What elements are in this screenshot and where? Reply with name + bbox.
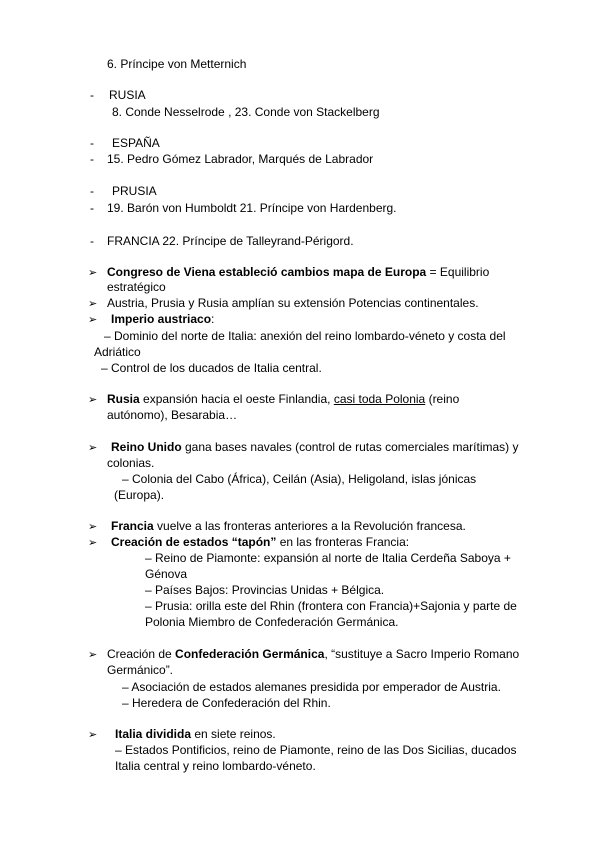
point-congreso-line2: estratégico (107, 280, 166, 294)
bullet-arrow-icon: ➢ (88, 728, 98, 741)
tapon-sub-2: – Países Bajos: Provincias Unidas + Bélgica. (145, 583, 385, 597)
imperio-sub-2: – Control de los ducados de Italia central. (101, 361, 322, 375)
espana-heading: ESPAÑA (112, 136, 160, 150)
point-reino-unido-line2: colonias. (107, 456, 155, 470)
point-rusia-after: (reino (425, 392, 460, 406)
point-reino-unido-bold: Reino Unido (111, 440, 182, 454)
austria-delegate: 6. Príncipe von Metternich (107, 57, 247, 71)
confederacion-sub-2: – Heredera de Confederación del Rhin. (122, 696, 331, 710)
bullet-arrow-icon: ➢ (88, 441, 98, 454)
espana-dash-2: - (90, 152, 94, 166)
italia-sub-1b: Italia central y reino lombardo-véneto. (115, 759, 316, 773)
bullet-arrow-icon: ➢ (88, 648, 98, 661)
tapon-sub-1b: Génova (145, 567, 188, 581)
prusia-heading: PRUSIA (112, 184, 157, 198)
tapon-sub-3: – Prusia: orilla este del Rhin (frontera con Francia)+Sajonia y parte de (145, 599, 517, 613)
point-rusia (107, 392, 459, 407)
rusia-dash: - (90, 88, 94, 102)
tapon-sub-3b: Polonia Miembro de Confederación Germánica. (145, 615, 399, 629)
prusia-dash-2: - (90, 201, 94, 215)
point-estados-tapon (111, 535, 409, 550)
bullet-arrow-icon: ➢ (88, 520, 98, 533)
point-confederacion-line2: Germánico”. (107, 663, 174, 677)
bullet-arrow-icon: ➢ (88, 536, 98, 549)
bullet-arrow-icon: ➢ (88, 266, 98, 279)
bullet-arrow-icon: ➢ (88, 393, 98, 406)
point-rusia-text: expansión hacia el oeste Finlandia, (139, 392, 334, 406)
point-rusia-bold: Rusia (107, 392, 140, 406)
reino-unido-sub-1b: (Europa). (114, 488, 165, 502)
point-rusia-line2: autónomo), Besarabia… (107, 408, 238, 422)
italia-sub-1: – Estados Pontificios, reino de Piamonte, reino de las Dos Sicilias, ducados (115, 743, 517, 757)
francia-delegate: FRANCIA 22. Príncipe de Talleyrand-Périgord. (107, 234, 354, 248)
point-reino-unido-text: gana bases navales (control de rutas comerciales marítimas) y (181, 440, 519, 454)
point-congreso-text: = Equilibrio (426, 265, 490, 279)
prusia-delegates: 19. Barón von Humboldt 21. Príncipe von Hardenberg. (107, 201, 397, 215)
prusia-dash: - (90, 184, 94, 198)
point-francia-bold: Francia (111, 519, 154, 533)
imperio-sub-1: – Dominio del norte de Italia: anexión del reino lombardo-véneto y costa del (104, 329, 506, 343)
bullet-arrow-icon: ➢ (88, 297, 98, 310)
point-estados-tapon-bold: Creación de estados “tapón” (111, 535, 277, 549)
tapon-sub-1: – Reino de Piamonte: expansión al norte de Italia Cerdeña Saboya + (145, 551, 511, 565)
point-confederacion (107, 647, 519, 662)
imperio-sub-1b: Adriático (94, 345, 141, 359)
point-italia (115, 727, 276, 742)
point-reino-unido (111, 440, 518, 455)
point-congreso (107, 265, 489, 280)
reino-unido-sub-1: – Colonia del Cabo (África), Ceilán (Asia), Heligoland, islas jónicas (122, 472, 477, 486)
point-francia (111, 519, 466, 534)
point-estados-tapon-text: en las fronteras Francia: (276, 535, 410, 549)
point-congreso-bold: Congreso de Viena estableció cambios mapa de Europa (107, 265, 427, 279)
point-expansion: Austria, Prusia y Rusia amplían su extensión Potencias continentales. (107, 296, 479, 310)
bullet-arrow-icon: ➢ (88, 313, 98, 326)
espana-dash: - (90, 136, 94, 150)
confederacion-sub-1: – Asociación de estados alemanes presidida por emperador de Austria. (122, 680, 501, 694)
rusia-delegates: 8. Conde Nesselrode , 23. Conde von Stackelberg (112, 105, 380, 119)
point-imperio-colon: : (211, 312, 215, 326)
espana-delegates: 15. Pedro Gómez Labrador, Marqués de Labrador (107, 152, 374, 166)
francia-dash: - (90, 234, 94, 248)
point-rusia-underlined: casi toda Polonia (333, 392, 426, 406)
rusia-heading: RUSIA (109, 88, 146, 102)
point-imperio-bold: Imperio austriaco (111, 312, 212, 326)
point-italia-bold: Italia dividida (115, 727, 192, 741)
point-confederacion-bold: Confederación Germánica (175, 647, 325, 661)
point-italia-text: en siete reinos. (191, 727, 276, 741)
point-confederacion-pre: Creación de (107, 647, 176, 661)
point-imperio-austriaco (111, 312, 214, 327)
point-confederacion-text: , “sustituye a Sacro Imperio Romano (324, 647, 520, 661)
point-francia-text: vuelve a las fronteras anteriores a la Revolución francesa. (153, 519, 466, 533)
